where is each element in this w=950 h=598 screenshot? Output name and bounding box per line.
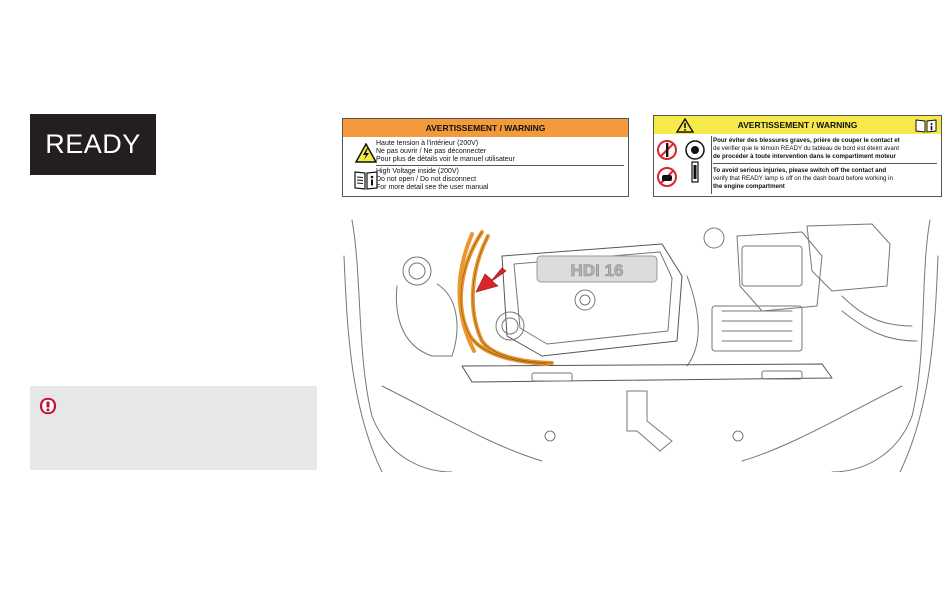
label-text-line: the engine compartment [713, 183, 785, 190]
label-text-line: verify that READY lamp is off on the dash board before working in [713, 175, 893, 182]
label-divider [713, 163, 937, 164]
engine-compartment-diagram [342, 216, 940, 472]
label-text-line: Pour éviter des blessures graves, prière de couper le contact et [713, 137, 900, 144]
high-voltage-cable [459, 232, 552, 364]
pointer-arrow-icon [476, 268, 506, 292]
label-text-line: High Voltage inside (200V) [376, 168, 459, 175]
ready-indicator-text: READY [45, 129, 141, 159]
label-text-line: For more detail see the user manual [376, 184, 489, 191]
electric-shock-icon [355, 143, 377, 163]
label-text-line: de procéder à toute intervention dans le compartiment moteur [713, 153, 896, 160]
label-text-line: Do not open / Do not disconnect [376, 176, 477, 183]
label-text-line: de verifier que le témoin READY du tableau de bord est éteint avant [713, 145, 899, 152]
label-divider [376, 165, 624, 166]
label-text-line: Ne pas ouvrir / Ne pas déconnecter [376, 148, 487, 155]
engine-cover-text: HDI 16 [570, 261, 624, 280]
ignition-key-icon [680, 138, 710, 188]
label-text-line: Haute tension à l'intérieur (200V) [376, 140, 479, 147]
label-header [343, 119, 628, 137]
warning-icon [39, 397, 57, 415]
label-title: AVERTISSEMENT / WARNING [425, 123, 546, 133]
label-text-line: To avoid serious injuries, please switch off the contact and [713, 167, 887, 174]
no-touch-icon [656, 166, 678, 188]
label-header [654, 116, 941, 134]
warning-triangle-icon [676, 118, 694, 133]
warning-label-high-voltage [342, 118, 629, 197]
manual-book-icon [915, 118, 937, 133]
label-title: AVERTISSEMENT / WARNING [737, 120, 858, 130]
label-text-line: Pour plus de détails voir le manuel utilisateur [376, 156, 515, 163]
note-box [30, 386, 317, 470]
label-divider [711, 136, 712, 194]
no-tools-icon [656, 139, 678, 161]
warning-label-ready-lamp [653, 115, 942, 197]
ready-indicator [30, 114, 156, 175]
